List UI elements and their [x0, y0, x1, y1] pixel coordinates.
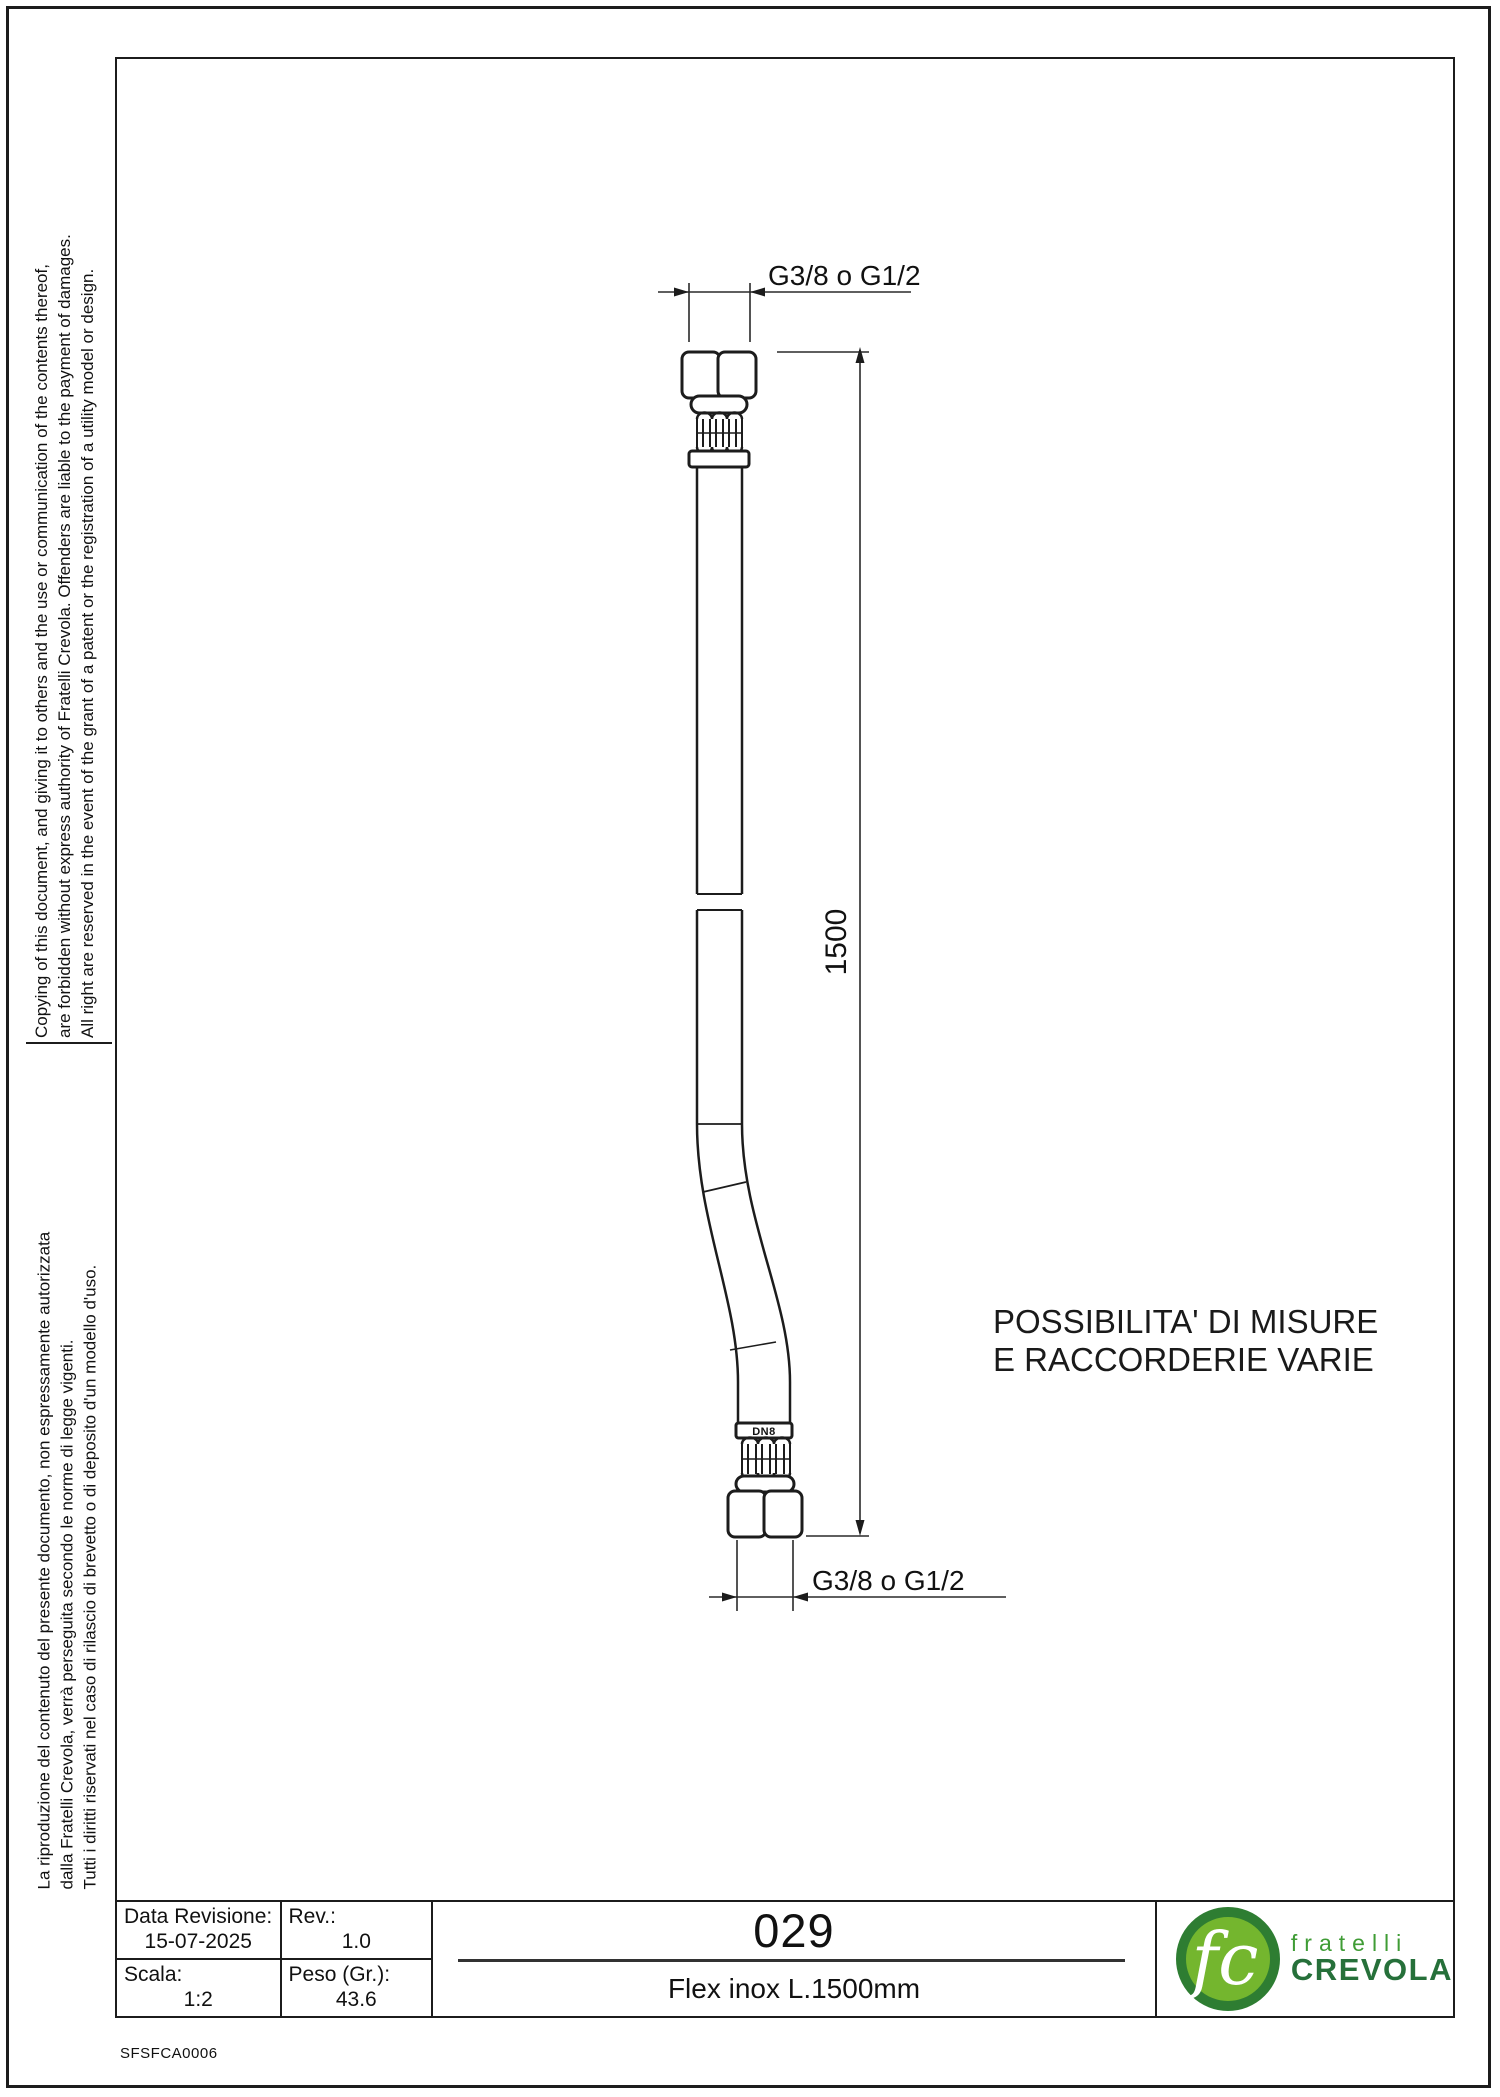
- top-thread-label: G3/8 o G1/2: [768, 260, 921, 291]
- logo-mark: [1175, 1906, 1281, 2012]
- ferrule-marking-label: DN8: [752, 1426, 776, 1438]
- title-block-col1: [117, 1902, 282, 2016]
- data-revisione-label: Data Revisione:: [124, 1905, 273, 1928]
- top-hex-nut: [682, 352, 756, 413]
- rev-value: 1.0: [341, 1930, 371, 1953]
- title-block: [115, 1900, 1455, 2018]
- legal-note-english-line2: are forbidden without express authority of Fratelli Crevola. Offenders are liable to the payment of damages.: [55, 234, 74, 1038]
- peso-value: 43.6: [335, 1988, 377, 2011]
- length-dimension: [777, 347, 869, 1536]
- rev-label: Rev.:: [288, 1905, 336, 1928]
- scala-label: Scala:: [124, 1963, 183, 1986]
- variants-note-line1: POSSIBILITA' DI MISURE: [993, 1303, 1379, 1340]
- brand-name-top: fratelli: [1290, 1930, 1409, 1957]
- top-collar: [689, 451, 749, 467]
- variants-note-line2: E RACCORDERIE VARIE: [993, 1341, 1374, 1378]
- company-logo: [1157, 1902, 1453, 2016]
- brand-name-bottom: CREVOLA: [1290, 1952, 1453, 1988]
- drawing-number: 029: [753, 1903, 835, 1957]
- brand-name: [1291, 1931, 1453, 1987]
- legal-note-italian-line3: Tutti i diritti riservati nel caso di rilascio di brevetto o di deposito d'un modello d'uso.: [80, 1264, 100, 1890]
- top-ferrule: [689, 413, 749, 468]
- bottom-collar: [736, 1423, 792, 1438]
- scala-cell: [117, 1960, 280, 2016]
- scala-value: 1:2: [183, 1988, 213, 2011]
- legal-note-english-line1: Copying of this document, and giving it to others and the use or communication of the contents thereof,: [32, 264, 51, 1038]
- bottom-hex-nut: [728, 1491, 802, 1537]
- length-dim-label: 1500: [820, 908, 853, 976]
- data-revisione-value: 15-07-2025: [144, 1930, 252, 1953]
- data-revisione-cell: [117, 1902, 280, 1960]
- title-block-center: [433, 1902, 1157, 2016]
- peso-cell: [282, 1960, 432, 2016]
- hose-tube: [697, 467, 790, 1423]
- bottom-ferrule: [736, 1438, 794, 1493]
- logo-monogram: fc: [1191, 1917, 1259, 2001]
- top-nut-shoulder: [691, 396, 747, 413]
- bottom-thread-dimension: [709, 1540, 1006, 1611]
- rev-cell: [282, 1902, 432, 1960]
- peso-label: Peso (Gr.):: [288, 1963, 391, 1986]
- bottom-thread-label: G3/8 o G1/2: [812, 1565, 965, 1596]
- drawing-title: Flex inox L.1500mm: [667, 1972, 921, 2004]
- variants-note: [993, 1303, 1378, 1378]
- legal-note-english-line3: All right are reserved in the event of the grant of a patent or the registration of a utility model or design.: [78, 268, 97, 1038]
- top-thread-dimension: [658, 260, 921, 342]
- sheet-code: SFSFCA0006: [120, 2045, 218, 2062]
- legal-note-italian-line1: La riproduzione del contenuto del presente documento, non espressamente autorizzata: [34, 1231, 54, 1890]
- title-block-col2: [282, 1902, 434, 2016]
- legal-note-italian-line2: dalla Fratelli Crevola, verrà perseguita secondo le norme di legge vigenti.: [57, 1339, 77, 1890]
